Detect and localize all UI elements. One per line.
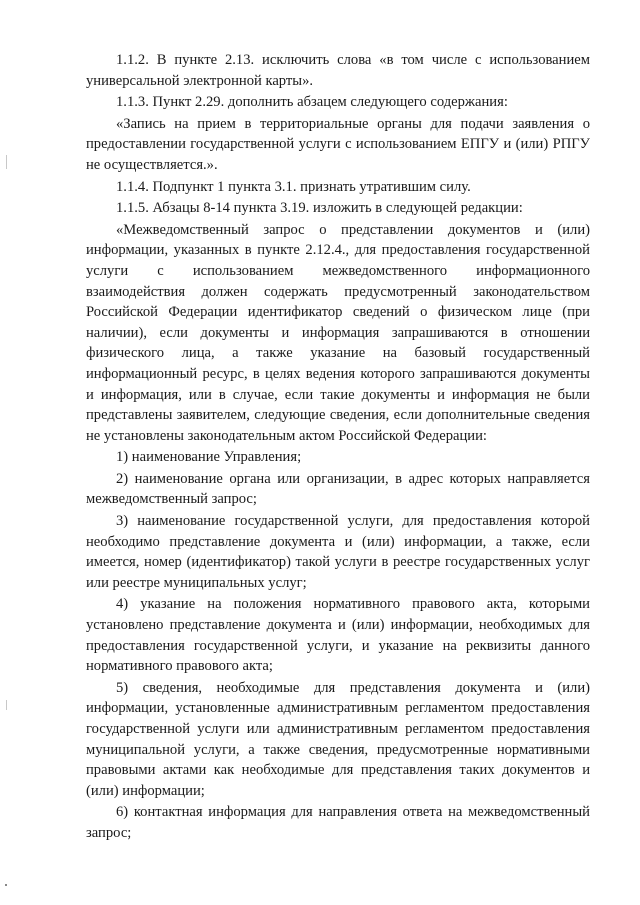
list-item-1: 1) наименование Управления; <box>116 449 302 466</box>
list-item-3: 3) наименование государственной услуги, для предоставления которой необходимо представление документа и (или) информации, а также, если имеется, номер (идентификатор) такой услуги в реестре государственных услуг или реестре муниципальных услуг; <box>86 513 590 591</box>
document-body <box>86 50 590 844</box>
paragraph-1-1-2: 1.1.2. В пункте 2.13. исключить слова «в том числе с использованием универсальной электронной карты». <box>86 52 590 89</box>
list-item-4: 4) указание на положения нормативного правового акта, которыми установлено представление документа и (или) информации, необходимых для предоставления государственной услуги, и указание на реквизиты данного нормативного правового акта; <box>86 596 590 675</box>
list-item-6: 6) контактная информация для направления ответа на межведомственный запрос; <box>86 804 590 841</box>
scan-edge-mark <box>5 884 7 886</box>
scan-edge-mark <box>6 155 7 169</box>
scan-edge-mark <box>6 700 7 710</box>
paragraph-1-1-3: 1.1.3. Пункт 2.29. дополнить абзацем следующего содержания: <box>116 94 508 111</box>
paragraph-1-1-5: 1.1.5. Абзацы 8-14 пункта 3.19. изложить в следующей редакции: <box>116 200 523 217</box>
list-item-5: 5) сведения, необходимые для представления документа и (или) информации, установленные административным регламентом предоставления государственной услуги или административным регламентом предоставления муниципальной услуги, а также сведения, предусмотренные нормативными правовыми актами как необходимые для представления таких документов и (или) информации; <box>86 679 590 799</box>
paragraph-quote-appointment: «Запись на прием в территориальные органы для подачи заявления о предоставлении государственной услуги с использованием ЕПГУ и (или) РПГУ не осуществляется.». <box>86 115 590 173</box>
paragraph-interagency-request: «Межведомственный запрос о представлении документов и (или) информации, указанных в пункте 2.12.4., для предоставления государственной услуги с использованием межведомственного информационного взаимодействия должен содержать предусмотренный законодательством Российской Федерации идентификатор сведений о физическом лице (при наличии), если документы и информация запрашиваются в отношении физического лица, а также указание на базовый государственный информационный ресурс, в целях ведения которого запрашиваются документы и информация, или в случае, если такие документы и информация не были представлены заявителем, следующие сведения, если дополнительные сведения не установлены законодательным актом Российской Федерации: <box>86 221 590 444</box>
list-item-2: 2) наименование органа или организации, в адрес которых направляется межведомственный запрос; <box>86 470 590 508</box>
paragraph-1-1-4: 1.1.4. Подпункт 1 пункта 3.1. признать утратившим силу. <box>116 178 471 195</box>
